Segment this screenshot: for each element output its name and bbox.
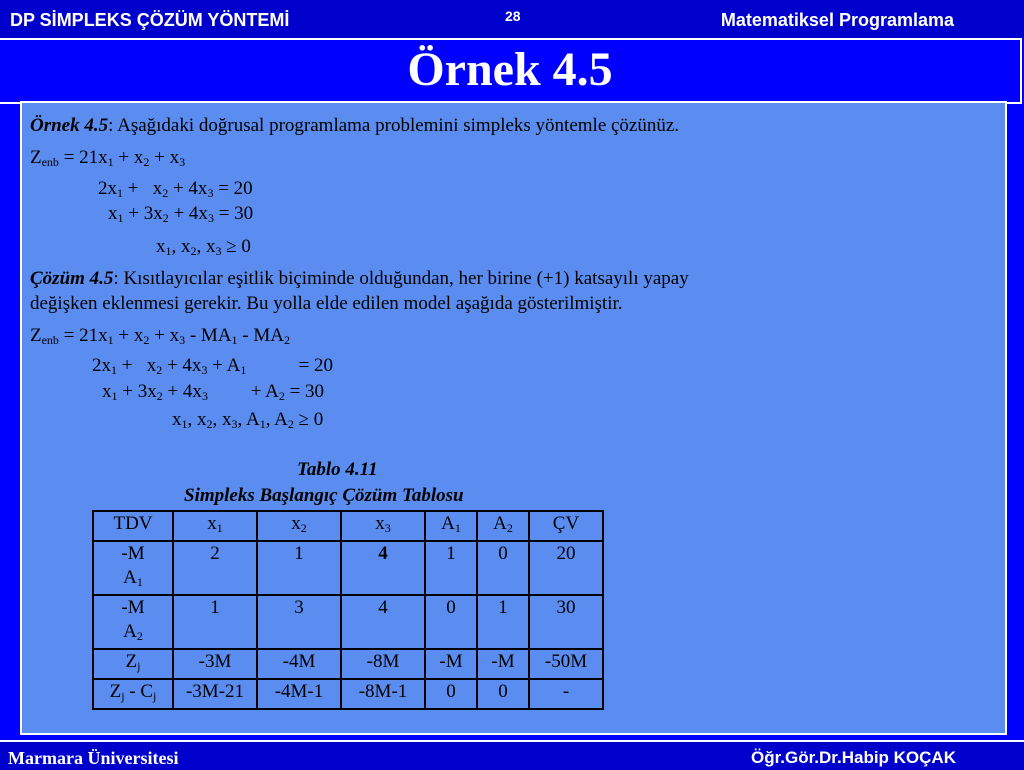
university-name: Marmara Üniversitesi: [8, 748, 179, 768]
solution-statement-1: [30, 268, 689, 290]
header-x1: $x_1$: [173, 511, 257, 541]
nonnegativity: $x_1$, $x_2$, $x_3 \ge 0$: [156, 236, 251, 258]
augmented-constraint-1: $2x_1 + x_2 + 4x_3 + A_1$ = 20: [92, 355, 334, 377]
header-tdv: TDV: [93, 511, 173, 541]
table-cell: -50M: [529, 649, 603, 679]
table-cell: -3M: [173, 649, 257, 679]
table-cell: -M: [425, 649, 477, 679]
instructor-name: Öğr.Gör.Dr.Habip KOÇAK: [751, 748, 956, 767]
solution-statement-2: değişken eklenmesi gerekir. Bu yolla elde edilen model aşağıda gösterilmiştir.: [30, 293, 623, 314]
table-cell: -4M: [257, 649, 341, 679]
course-section-title: DP SİMPLEKS ÇÖZÜM YÖNTEMİ: [10, 10, 290, 30]
augmented-objective: $Z_{enb} = 21x_1 + x_2 + x_3 - MA_1 - MA_2$: [30, 325, 290, 347]
row-zj-cj-label: $Z_j - C_j$: [93, 679, 173, 709]
header-cv: ÇV: [529, 511, 603, 541]
table-cell: 0: [425, 679, 477, 709]
table-caption-title: Simpleks Başlangıç Çözüm Tablosu: [184, 485, 464, 506]
table-cell: 1: [477, 595, 529, 649]
header-a1: $A_1$: [425, 511, 477, 541]
footer-bar: [0, 740, 1024, 770]
table-cell: -: [529, 679, 603, 709]
table-row-a2: [93, 595, 603, 649]
row-a2-basis: -M $A_2$: [93, 595, 173, 649]
top-header-bar: [0, 0, 1024, 38]
example-label: Örnek 4.5: [30, 115, 109, 136]
simplex-table: [92, 510, 604, 710]
augmented-nonnegativity: $x_1$, $x_2$, $x_3$, $A_1$, $A_2 \ge 0$: [172, 409, 324, 431]
table-cell: -3M-21: [173, 679, 257, 709]
table-cell: 0: [477, 541, 529, 595]
solution-text-1: : Kısıtlayıcılar eşitlik biçiminde olduğundan, her birine (+1) katsayılı yapay: [113, 268, 689, 289]
example-statement: [30, 115, 679, 137]
slide-title: Örnek 4.5: [407, 43, 613, 96]
table-cell: 4: [341, 595, 425, 649]
table-cell: 20: [529, 541, 603, 595]
objective-function: $Z_{enb} = 21x_1 + x_2 + x_3$: [30, 147, 186, 169]
course-title: Matematiksel Programlama: [720, 10, 954, 30]
table-cell: 3: [257, 595, 341, 649]
table-row-a1: [93, 541, 603, 595]
table-cell: 0: [477, 679, 529, 709]
header-a2: $A_2$: [477, 511, 529, 541]
table-cell: -M: [477, 649, 529, 679]
header-x2: $x_2$: [257, 511, 341, 541]
table-row-zj-cj: [93, 679, 603, 709]
page-number: 28: [505, 8, 521, 24]
table-cell: 1: [173, 595, 257, 649]
table-cell: 2: [173, 541, 257, 595]
slide-content: [20, 101, 1007, 735]
table-cell: 30: [529, 595, 603, 649]
pivot-cell: 4: [341, 541, 425, 595]
table-cell: 0: [425, 595, 477, 649]
table-row-zj: [93, 649, 603, 679]
row-zj-label: $Z_j$: [93, 649, 173, 679]
header-x3: $x_3$: [341, 511, 425, 541]
table-cell: 1: [425, 541, 477, 595]
table-cell: 1: [257, 541, 341, 595]
table-cell: -8M-1: [341, 679, 425, 709]
example-text: : Aşağıdaki doğrusal programlama problemini simpleks yöntemle çözünüz.: [108, 115, 680, 136]
table-caption-number: Tablo 4.11: [297, 459, 378, 480]
solution-label: Çözüm 4.5: [30, 268, 114, 289]
constraint-1: $2x_1 + x_2 + 4x_3 = 20$: [98, 178, 253, 200]
table-cell: -4M-1: [257, 679, 341, 709]
table-header-row: [93, 511, 603, 541]
table-cell: -8M: [341, 649, 425, 679]
row-a1-basis: -M $A_1$: [93, 541, 173, 595]
constraint-2: $x_1 + 3x_2 + 4x_3 = 30$: [108, 203, 254, 225]
augmented-constraint-2: $x_1 + 3x_2 + 4x_3$ + $A_2 = 30$: [102, 381, 325, 403]
slide-title-box: [0, 38, 1022, 104]
